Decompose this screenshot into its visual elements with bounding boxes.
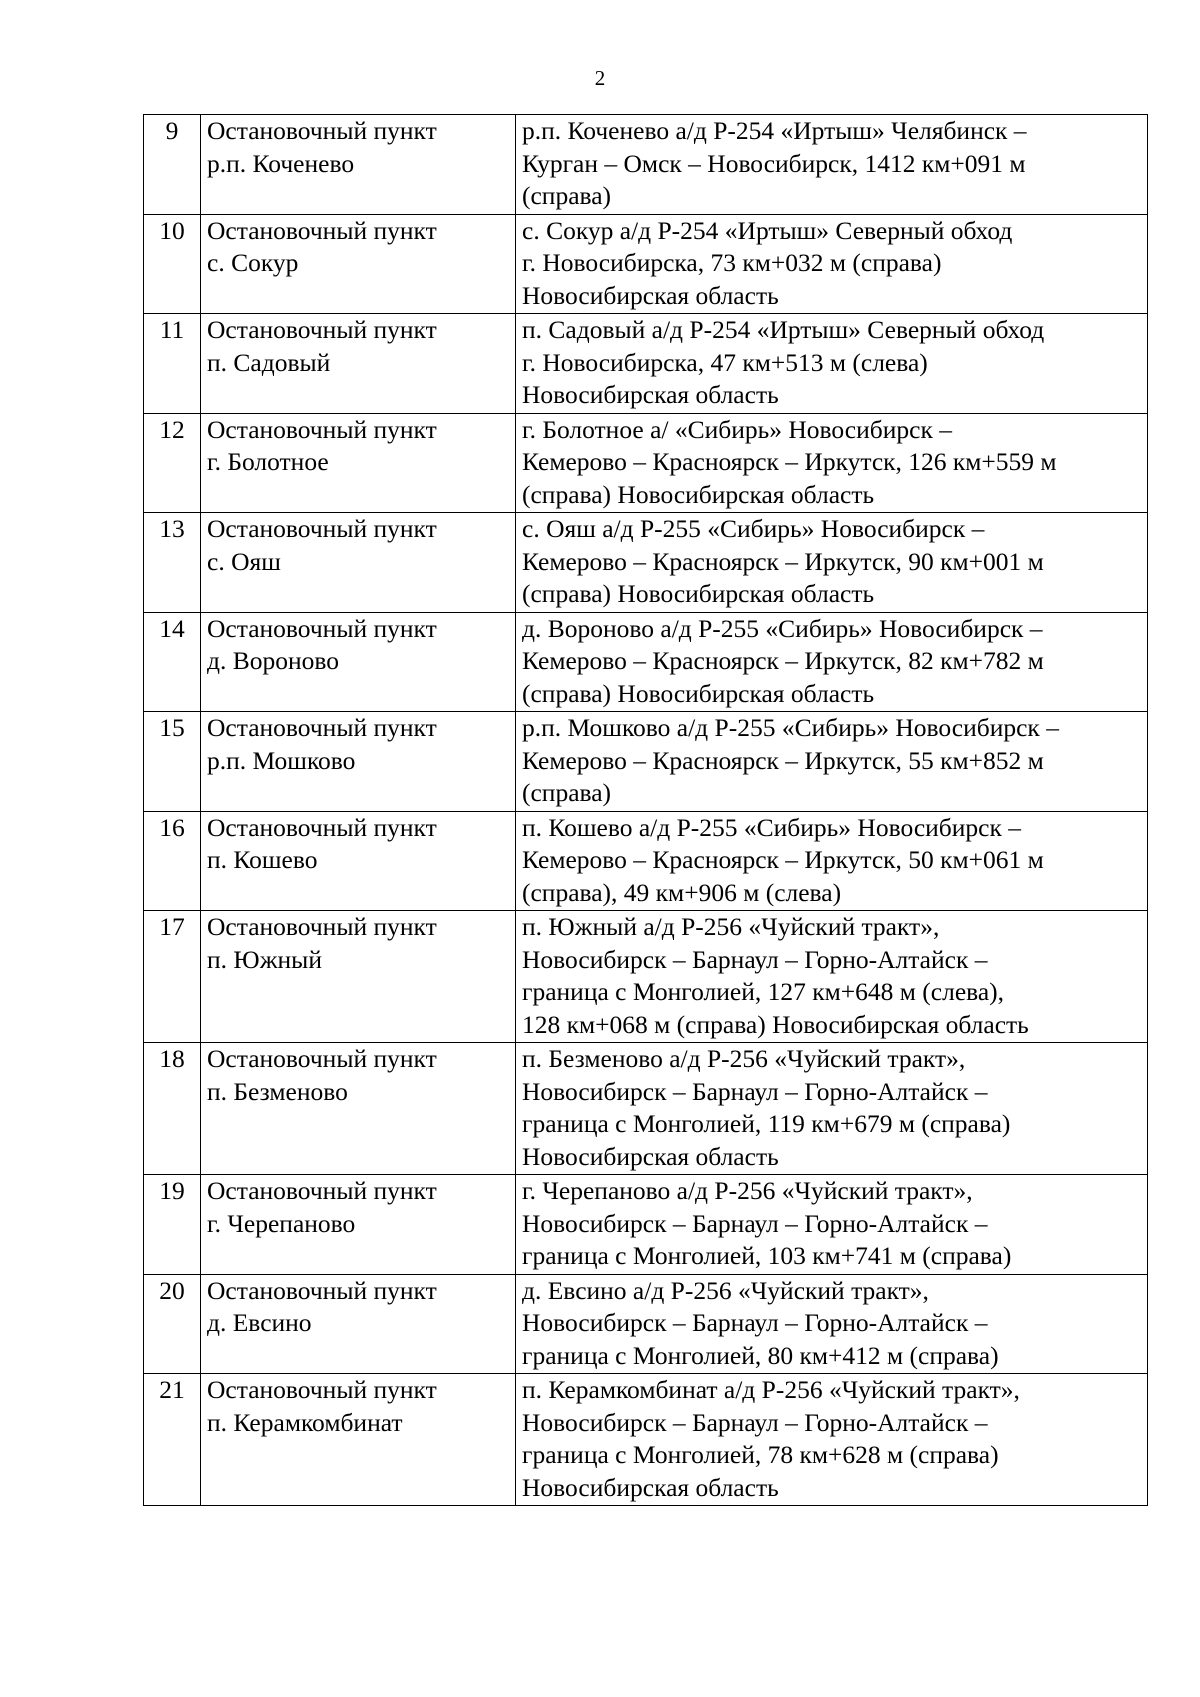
- stop-location-line: п. Южный а/д Р-256 «Чуйский тракт»,: [522, 912, 940, 941]
- stop-location-cell: [516, 214, 1148, 314]
- stop-location-line: Кемерово – Красноярск – Иркутск, 90 км+001 м: [522, 546, 1044, 576]
- stop-location-line: граница с Монголией, 103 км+741 м (справа): [522, 1241, 1012, 1270]
- row-number: 13: [144, 513, 201, 613]
- stop-location-cell: [516, 115, 1148, 215]
- stop-name-line: Остановочный пункт: [207, 1044, 437, 1073]
- row-number: 15: [144, 712, 201, 812]
- table-row: [144, 513, 1148, 613]
- stop-location-cell: [516, 513, 1148, 613]
- row-number: 14: [144, 612, 201, 712]
- stop-name-line: Остановочный пункт: [207, 414, 437, 444]
- stop-location-cell: [516, 612, 1148, 712]
- stop-name-cell: [201, 1374, 516, 1506]
- stop-name-cell: [201, 1043, 516, 1175]
- stop-name-cell: [201, 314, 516, 414]
- stop-name-line: Остановочный пункт: [207, 116, 437, 145]
- row-number: 20: [144, 1274, 201, 1374]
- row-number: 17: [144, 911, 201, 1043]
- stop-name-cell: [201, 712, 516, 812]
- table-row: [144, 1374, 1148, 1506]
- stop-location-line: с. Сокур а/д Р-254 «Иртыш» Северный обход: [522, 215, 1013, 245]
- stop-location-line: (справа) Новосибирская область: [522, 678, 875, 708]
- row-number: 19: [144, 1175, 201, 1275]
- table-row: [144, 811, 1148, 911]
- table-row: [144, 712, 1148, 812]
- stop-name-line: Остановочный пункт: [207, 912, 437, 941]
- stop-name-line: Остановочный пункт: [207, 1275, 437, 1305]
- stop-location-line: Новосибирск – Барнаул – Горно-Алтайск –: [522, 1308, 988, 1337]
- row-number: 10: [144, 214, 201, 314]
- row-number: 21: [144, 1374, 201, 1506]
- table-row: [144, 314, 1148, 414]
- stop-location-line: Курган – Омск – Новосибирск, 1412 км+091 м: [522, 148, 1026, 178]
- stop-location-cell: [516, 712, 1148, 812]
- stop-location-cell: [516, 314, 1148, 414]
- row-number: 11: [144, 314, 201, 414]
- stop-location-line: Новосибирская область: [522, 380, 779, 409]
- stop-name-line: п. Керамкомбинат: [207, 1407, 403, 1437]
- stop-location-line: д. Евсино а/д Р-256 «Чуйский тракт»,: [522, 1275, 929, 1305]
- stop-name-cell: [201, 911, 516, 1043]
- stop-location-cell: [516, 1175, 1148, 1275]
- table-row: [144, 1175, 1148, 1275]
- stop-location-line: Новосибирская область: [522, 1472, 779, 1502]
- stop-name-line: п. Южный: [207, 944, 322, 974]
- stop-name-cell: [201, 214, 516, 314]
- stop-name-line: Остановочный пункт: [207, 613, 437, 643]
- stop-name-line: р.п. Коченево: [207, 148, 355, 178]
- stop-name-line: Остановочный пункт: [207, 812, 437, 842]
- stop-location-line: Новосибирск – Барнаул – Горно-Алтайск –: [522, 1076, 988, 1106]
- stop-name-line: Остановочный пункт: [207, 215, 437, 245]
- stop-name-line: с. Сокур: [207, 248, 299, 277]
- table-row: [144, 413, 1148, 513]
- stops-table-body: [144, 115, 1148, 1506]
- stop-location-line: граница с Монголией, 119 км+679 м (справа): [522, 1109, 1011, 1138]
- stop-name-line: п. Кошево: [207, 845, 318, 874]
- stop-name-line: д. Евсино: [207, 1308, 312, 1337]
- stop-name-line: г. Болотное: [207, 447, 329, 476]
- stop-location-line: (справа): [522, 181, 612, 210]
- stop-location-line: (справа), 49 км+906 м (слева): [522, 877, 842, 907]
- stop-name-line: Остановочный пункт: [207, 713, 437, 742]
- stop-location-line: (справа) Новосибирская область: [522, 479, 875, 509]
- stop-name-line: д. Вороново: [207, 646, 339, 675]
- stop-name-line: с. Ояш: [207, 546, 281, 576]
- stop-name-cell: [201, 413, 516, 513]
- stop-location-line: р.п. Мошково а/д Р-255 «Сибирь» Новосибирск –: [522, 713, 1059, 742]
- table-row: [144, 214, 1148, 314]
- stop-location-line: Новосибирск – Барнаул – Горно-Алтайск –: [522, 1208, 988, 1238]
- table-row: [144, 1043, 1148, 1175]
- stop-location-line: с. Ояш а/д Р-255 «Сибирь» Новосибирск –: [522, 514, 985, 543]
- stop-location-line: Кемерово – Красноярск – Иркутск, 82 км+782 м: [522, 646, 1044, 675]
- row-number: 9: [144, 115, 201, 215]
- stop-location-line: Новосибирская область: [522, 280, 779, 310]
- table-row: [144, 911, 1148, 1043]
- stop-location-line: г. Черепаново а/д Р-256 «Чуйский тракт»,: [522, 1176, 973, 1205]
- row-number: 18: [144, 1043, 201, 1175]
- stop-location-line: п. Керамкомбинат а/д Р-256 «Чуйский тракт»,: [522, 1375, 1020, 1404]
- stop-name-line: Остановочный пункт: [207, 1375, 437, 1404]
- stop-location-line: г. Новосибирска, 47 км+513 м (слева): [522, 347, 928, 377]
- stop-name-line: р.п. Мошково: [207, 745, 356, 775]
- stop-location-line: п. Безменово а/д Р-256 «Чуйский тракт»,: [522, 1044, 966, 1073]
- table-row: [144, 612, 1148, 712]
- stops-table: [143, 114, 1148, 1506]
- row-number: 16: [144, 811, 201, 911]
- stop-location-line: Кемерово – Красноярск – Иркутск, 126 км+559 м: [522, 447, 1057, 476]
- stop-location-line: п. Кошево а/д Р-255 «Сибирь» Новосибирск –: [522, 812, 1021, 842]
- stop-location-line: Новосибирск – Барнаул – Горно-Алтайск –: [522, 944, 988, 974]
- table-row: [144, 115, 1148, 215]
- stop-location-line: граница с Монголией, 127 км+648 м (слева),: [522, 977, 1005, 1006]
- stop-location-line: граница с Монголией, 78 км+628 м (справа): [522, 1440, 999, 1469]
- stop-name-line: г. Черепаново: [207, 1208, 356, 1238]
- stop-name-cell: [201, 811, 516, 911]
- stop-location-line: р.п. Коченево а/д Р-254 «Иртыш» Челябинск –: [522, 116, 1027, 145]
- stop-location-cell: [516, 1374, 1148, 1506]
- stop-location-cell: [516, 811, 1148, 911]
- stop-name-cell: [201, 1175, 516, 1275]
- stop-name-line: Остановочный пункт: [207, 514, 437, 543]
- stop-location-line: Кемерово – Красноярск – Иркутск, 55 км+852 м: [522, 745, 1044, 775]
- row-number: 12: [144, 413, 201, 513]
- stop-name-cell: [201, 612, 516, 712]
- page-number: 2: [594, 66, 606, 90]
- stop-name-line: п. Безменово: [207, 1076, 348, 1106]
- stop-location-line: (справа) Новосибирская область: [522, 579, 875, 608]
- stop-location-line: Кемерово – Красноярск – Иркутск, 50 км+061 м: [522, 845, 1044, 874]
- stop-location-line: граница с Монголией, 80 км+412 м (справа): [522, 1340, 999, 1370]
- stop-name-cell: [201, 1274, 516, 1374]
- stop-location-line: д. Вороново а/д Р-255 «Сибирь» Новосибирск –: [522, 613, 1043, 643]
- stop-location-cell: [516, 1043, 1148, 1175]
- stop-location-line: 128 км+068 м (справа) Новосибирская область: [522, 1009, 1029, 1039]
- stop-name-cell: [201, 513, 516, 613]
- stop-location-cell: [516, 413, 1148, 513]
- stop-location-line: Новосибирск – Барнаул – Горно-Алтайск –: [522, 1407, 988, 1437]
- stop-name-line: Остановочный пункт: [207, 315, 437, 344]
- stop-location-cell: [516, 911, 1148, 1043]
- stop-name-cell: [201, 115, 516, 215]
- stop-location-cell: [516, 1274, 1148, 1374]
- stop-name-line: Остановочный пункт: [207, 1176, 437, 1205]
- stop-location-line: г. Болотное а/ «Сибирь» Новосибирск –: [522, 414, 952, 444]
- stop-location-line: Новосибирская область: [522, 1141, 779, 1171]
- stop-location-line: п. Садовый а/д Р-254 «Иртыш» Северный обход: [522, 315, 1045, 344]
- stop-location-line: г. Новосибирска, 73 км+032 м (справа): [522, 248, 942, 277]
- table-row: [144, 1274, 1148, 1374]
- stop-name-line: п. Садовый: [207, 347, 331, 377]
- stop-location-line: (справа): [522, 778, 612, 807]
